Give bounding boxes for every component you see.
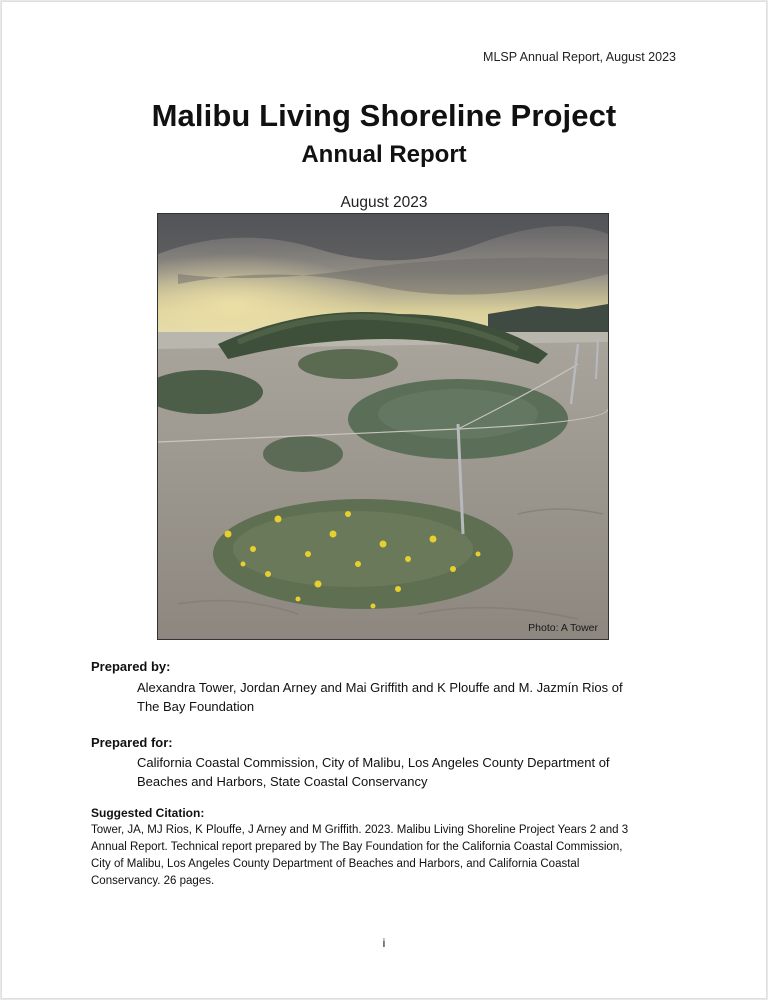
running-header: MLSP Annual Report, August 2023 [483,50,676,64]
prepared-for-agencies [137,753,677,791]
prepared-by-authors [137,678,677,716]
citation-line: Annual Report. Technical report prepared by The Bay Foundation for the California Coastal Commission, [91,841,623,853]
citation-text [91,822,691,890]
prepared-for-line: Beaches and Harbors, State Coastal Conservancy [137,774,428,789]
prepared-for-label: Prepared for: [91,735,173,750]
report-subtitle: Annual Report [301,141,467,168]
photo-credit: Photo: A Tower [528,622,598,634]
citation-line: Tower, JA, MJ Rios, K Plouffe, J Arney and M Griffith. 2023. Malibu Living Shoreline Project Years 2 and 3 [91,824,629,836]
document-page [2,2,766,998]
cover-photo [157,213,609,640]
citation-line: City of Malibu, Los Angeles County Department of Beaches and Harbors, and California Coastal [91,858,580,870]
prepared-by-line: The Bay Foundation [137,699,255,714]
citation-line: Conservancy. 26 pages. [91,875,215,887]
citation-label: Suggested Citation: [91,806,205,820]
prepared-by-line: Alexandra Tower, Jordan Arney and Mai Griffith and K Plouffe and M. Jazmín Rios of [137,680,623,695]
dune-landscape-image [158,214,608,639]
report-date: August 2023 [340,194,428,211]
prepared-for-line: California Coastal Commission, City of Malibu, Los Angeles County Department of [137,755,610,770]
report-title: Malibu Living Shoreline Project [151,98,617,133]
page-number: i [382,936,386,950]
prepared-by-label: Prepared by: [91,659,171,674]
